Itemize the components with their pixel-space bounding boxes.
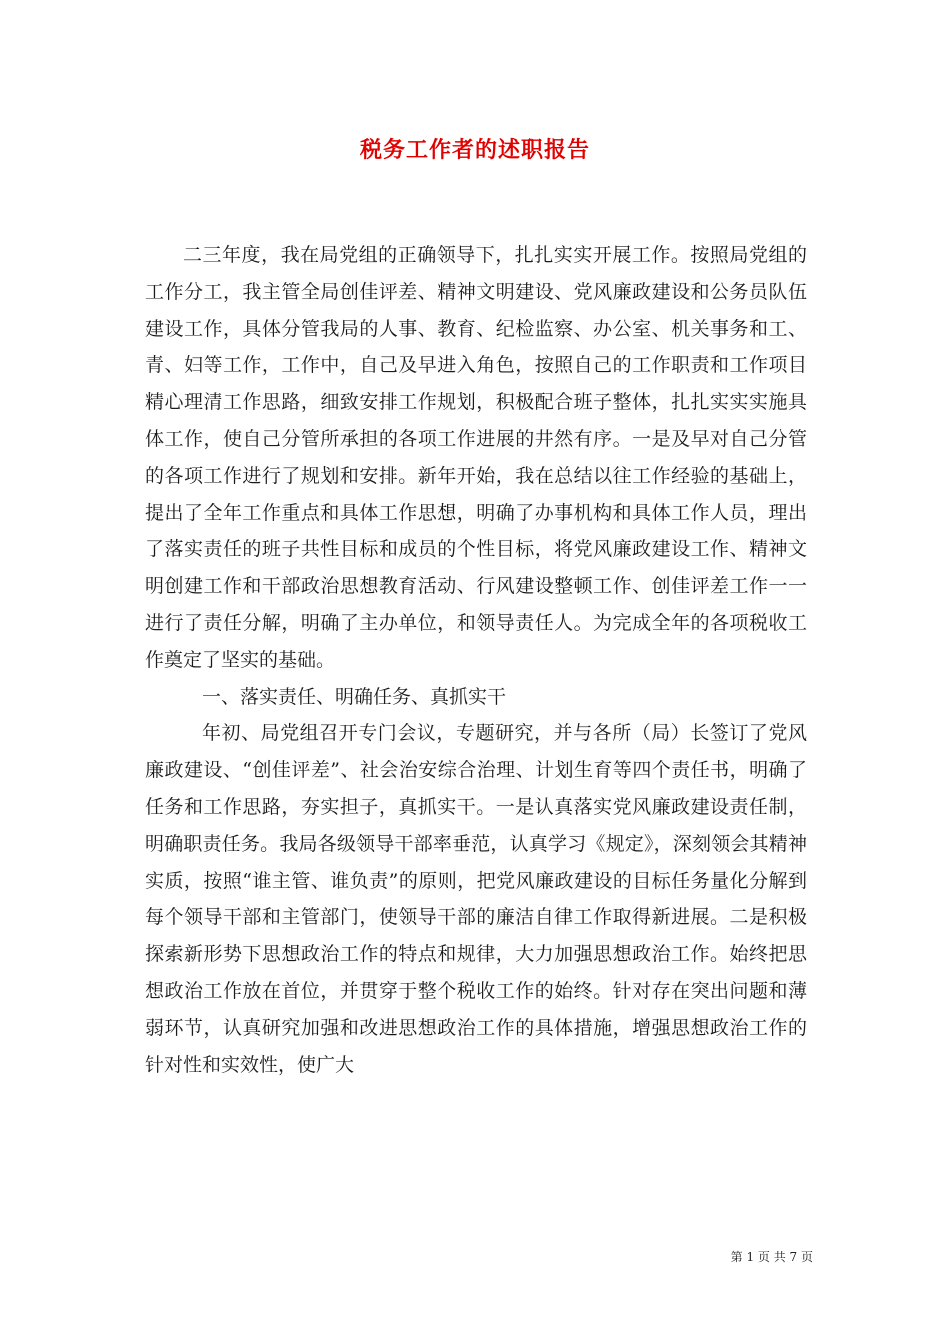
- paragraph-1: 二三年度，我在局党组的正确领导下，扎扎实实开展工作。按照局党组的工作分工，我主管全局创佳评差、精神文明建设、党风廉政建设和公务员队伍建设工作，具体分管我局的人事、教育、纪检监察、办公室、机关事务和工、青、妇等工作，工作中，自己及早进入角色，按照自己的工作职责和工作项目精心理清工作思路，细致安排工作规划，积极配合班子整体，扎扎实实实施具体工作，使自己分管所承担的各项工作进展的井然有序。一是及早对自己分管的各项工作进行了规划和安排。新年开始，我在总结以往工作经验的基础上，提出了全年工作重点和具体工作思想，明确了办事机构和具体工作人员，理出了落实责任的班子共性目标和成员的个性目标，将党风廉政建设工作、精神文明创建工作和干部政治思想教育活动、行风建设整顿工作、创佳评差工作一一进行了责任分解，明确了主办单位，和领导责任人。为完成全年的各项税收工作奠定了坚实的基础。: [145, 244, 807, 671]
- document-title: 税务工作者的述职报告: [359, 137, 590, 163]
- paragraph-2: 年初、局党组召开专门会议，专题研究，并与各所（局）长签订了党风廉政建设、“创佳评差”、社会治安综合治理、计划生育等四个责任书，明确了任务和工作思路，夯实担子，真抓实干。一是认真落实党风廉政建设责任制，明确职责任务。我局各级领导干部率垂范，认真学习《规定》，深刻领会其精神实质，按照“谁主管、谁负责”的原则，把党风廉政建设的目标任务量化分解到每个领导干部和主管部门，使领导干部的廉洁自律工作取得新进展。二是积极探索新形势下思想政治工作的特点和规律，大力加强思想政治工作。始终把思想政治工作放在首位，并贯穿于整个税收工作的始终。针对存在突出问题和薄弱环节，认真研究加强和改进思想政治工作的具体措施，增强思想政治工作的针对性和实效性，使广大: [145, 722, 807, 1076]
- document-body: [145, 237, 807, 1083]
- page-number: 第 1 页 共 7 页: [730, 1250, 813, 1264]
- section-heading-1: 一、落实责任、明确任务、真抓实干: [202, 685, 507, 708]
